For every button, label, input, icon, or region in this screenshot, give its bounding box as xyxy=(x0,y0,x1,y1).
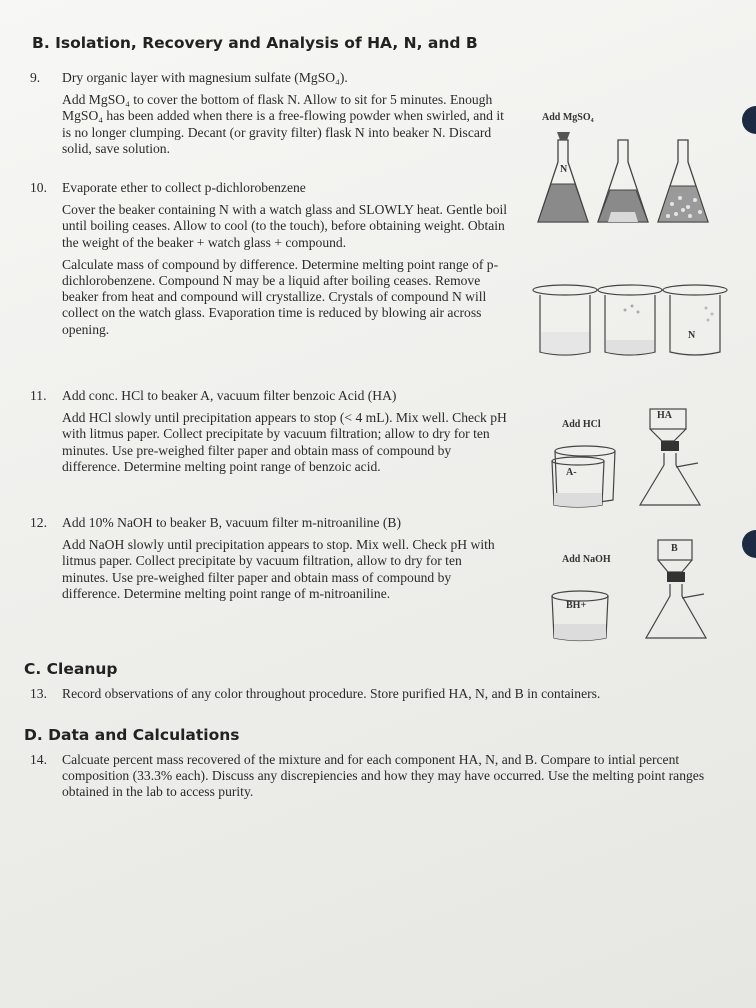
section-d-heading: D. Data and Calculations xyxy=(24,726,240,744)
figure-label: Add MgSO₄ xyxy=(542,112,594,123)
step-number: 9. xyxy=(30,70,41,85)
step-body: Calculate mass of compound by difference. Determine melting point range of p-dichlorobenzene. Compound N may be a liquid after boiling ceases. Remove beaker from heat and compound will crystallize. Crystals of compound N will collect on the watch glass. Evaporation time is reduced by blowing air across opening. xyxy=(62,256,499,337)
step-9 xyxy=(30,70,510,157)
flask-label: N xyxy=(560,164,568,175)
figure-naoh-filtration xyxy=(540,538,730,648)
figure-hcl-filtration xyxy=(540,405,730,515)
figure-drying-flasks xyxy=(530,112,730,232)
step-number: 11. xyxy=(30,388,47,403)
step-title: Evaporate ether to collect p-dichlorobenzene xyxy=(62,180,306,195)
figure-evaporation-beakers xyxy=(530,280,730,360)
section-c-heading: C. Cleanup xyxy=(24,660,118,678)
beaker-label: A- xyxy=(566,467,577,478)
step-number: 13. xyxy=(30,686,47,701)
binder-hole xyxy=(742,530,756,558)
step-10 xyxy=(30,180,510,338)
step-text: Record observations of any color throughout procedure. Store purified HA, N, and B in containers. xyxy=(62,686,601,701)
step-12 xyxy=(30,515,510,602)
filter-label: HA xyxy=(657,410,672,421)
step-body: Add NaOH slowly until precipitation appears to stop. Mix well. Check pH with litmus paper. Collect precipitate by vacuum filtration, allow to dry for ten minutes. Use pre-weighed filter paper and obtain mass of compound by difference. Determine melting point range of m-nitroaniline. xyxy=(62,537,495,601)
beaker-label: N xyxy=(688,330,696,341)
step-14 xyxy=(30,752,730,801)
beaker-label: BH+ xyxy=(566,600,587,611)
section-b-heading: B. Isolation, Recovery and Analysis of HA, N, and B xyxy=(32,34,478,52)
figure-label: Add NaOH xyxy=(562,554,611,565)
step-title: Dry organic layer with magnesium sulfate (MgSO₄). xyxy=(62,70,348,85)
step-number: 12. xyxy=(30,515,47,530)
step-body: Cover the beaker containing N with a watch glass and SLOWLY heat. Gentle boil until boiling ceases. Allow to cool (to the touch), before obtaining weight. Obtain the weight of the beaker + watch glass + compound. xyxy=(62,202,508,250)
step-number: 14. xyxy=(30,752,47,767)
figure-label: Add HCl xyxy=(562,419,601,430)
step-number: 10. xyxy=(30,180,47,195)
step-title: Add 10% NaOH to beaker B, vacuum filter m-nitroaniline (B) xyxy=(62,515,401,530)
step-text: Calcuate percent mass recovered of the mixture and for each component HA, N, and B. Compare to intial percent composition (33.3% each). Discuss any discrepiencies and how they may have occurred. Use the melting point ranges obtained in the lab to access purity. xyxy=(62,752,705,800)
step-11 xyxy=(30,388,510,475)
step-title: Add conc. HCl to beaker A, vacuum filter benzoic Acid (HA) xyxy=(62,388,397,403)
step-body: Add MgSO₄ to cover the bottom of flask N. Allow to sit for 5 minutes. Enough MgSO₄ has been added when there is a free-flowing powder when swirled, and it is no longer clumping. Decant (or gravity filter) flask N into beaker N. Discard solid, save solution. xyxy=(62,92,504,156)
beaker-illustration xyxy=(530,280,730,360)
step-body: Add HCl slowly until precipitation appears to stop (< 4 mL). Mix well. Check pH with litmus paper. Collect precipitate by vacuum filtration; allow to dry for ten minutes. Use pre-weighed filter paper and obtain mass of compound by difference. Determine melting point range of benzoic acid. xyxy=(62,410,507,474)
filter-label: B xyxy=(671,543,678,554)
step-13 xyxy=(30,686,730,702)
binder-hole xyxy=(742,106,756,134)
